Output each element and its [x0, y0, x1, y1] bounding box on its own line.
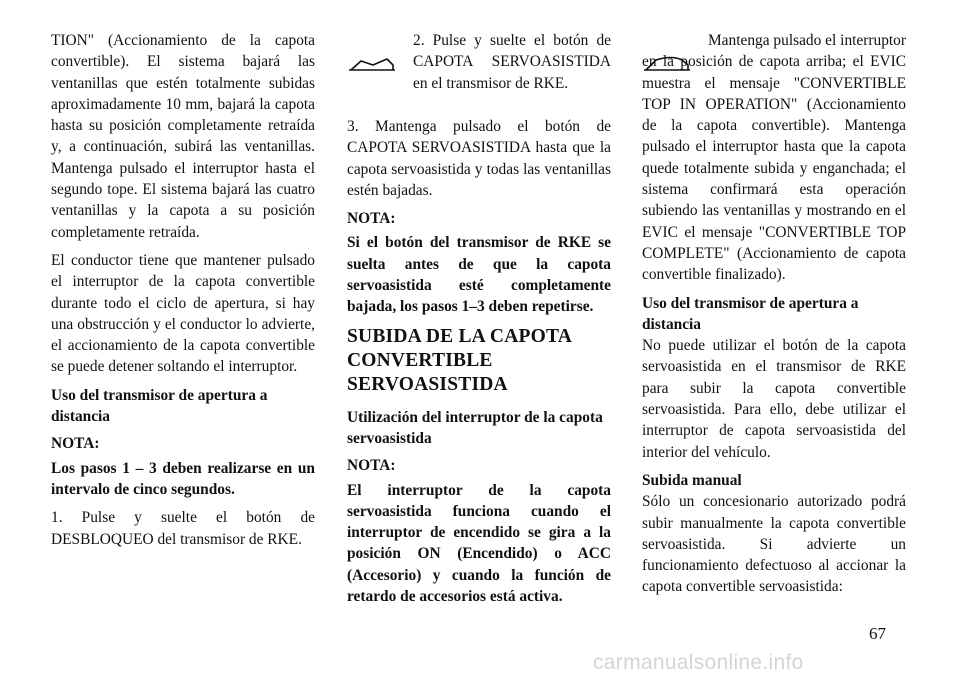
step-3: 3. Mantenga pulsado el botón de CAPOTA SERVOASISTIDA hasta que la capota servoasistida y todas las ventanillas estén bajadas. [347, 118, 611, 199]
section-title: SUBIDA DE LA CAPOTA CONVERTIBLE SERVOASISTIDA [347, 325, 571, 395]
subheading: Subida manual [642, 471, 742, 489]
raise-text: Mantenga pulsado el interruptor en la posición de capota arriba; el EVIC muestra el mensaje "CONVERTIBLE TOP IN OPERATION" (Accionamiento de la capota convertible). Mantenga pulsado el interruptor hasta que la capota quede totalmente subida y enganchada; el sistema confirmará esta operación subiendo las ventanillas y mostrando en el EVIC el mensaje "CONVERTIBLE TOP COMPLETE" (Accionamiento de capota convertible finalizado). [642, 32, 906, 284]
subheading: Utilización del interruptor de la capota servoasistida [347, 408, 603, 447]
page-number: 67 [869, 624, 886, 643]
paragraph: Sólo un concesionario autorizado podrá subir manualmente la capota convertible servoasistida. Si advierte un funcionamiento defectuoso al accionar la capota convertible servoasistida: [642, 493, 906, 596]
step-2: 2. Pulse y suelte el botón de CAPOTA SERVOASISTIDA en el transmisor de RKE. [413, 32, 611, 92]
column-right [642, 30, 906, 605]
note-label: NOTA: [51, 435, 100, 453]
step-2-block [347, 30, 611, 114]
note-text: Si el botón del transmisor de RKE se suelta antes de que la capota servoasistida esté completamente bajada, los pasos 1–3 deben repetirse. [347, 234, 611, 316]
convertible-top-up-icon [642, 52, 692, 74]
subheading: Uso del transmisor de apertura a distancia [51, 386, 268, 426]
column-middle [347, 30, 611, 614]
note-label: NOTA: [347, 210, 396, 228]
paragraph: El conductor tiene que mantener pulsado el interruptor de la capota convertible durante todo el ciclo de apertura, si hay una obstrucción y el conductor lo advierte, el accionamiento de la capota convertible se puede detener soltando el interruptor. [51, 251, 315, 376]
subheading: Uso del transmisor de apertura a distancia [642, 294, 859, 333]
paragraph: TION" (Accionamiento de la capota convertible). El sistema bajará las ventanillas que estén totalmente subidas aproximadamente 10 mm, bajará la capota hasta su posición completamente retraída y, a continuación, subirá las ventanillas. Mantenga pulsado el interruptor hasta el segundo tope. El sistema bajará las cuatro ventanillas y la capota a su posición completamente retraída. [51, 32, 315, 241]
note-label: NOTA: [347, 457, 396, 475]
column-left [51, 30, 315, 557]
raise-block [642, 30, 906, 286]
step-1: 1. Pulse y suelte el botón de DESBLOQUEO del transmisor de RKE. [51, 509, 315, 548]
note-text: El interruptor de la capota servoasistida funciona cuando el interruptor de encendido se gira a la posición ON (Encendido) o ACC (Accesorio) y cuando la función de retardo de accesorios está activa. [347, 481, 611, 606]
watermark: carmanualsonline.info [593, 651, 804, 674]
convertible-top-down-icon [347, 52, 397, 74]
paragraph: No puede utilizar el botón de la capota servoasistida en el transmisor de RKE para subir la capota convertible servoasistida. Para ello, debe utilizar el interruptor de capota servoasistida del interior del vehículo. [642, 337, 906, 461]
note-text: Los pasos 1 – 3 deben realizarse en un intervalo de cinco segundos. [51, 459, 315, 498]
